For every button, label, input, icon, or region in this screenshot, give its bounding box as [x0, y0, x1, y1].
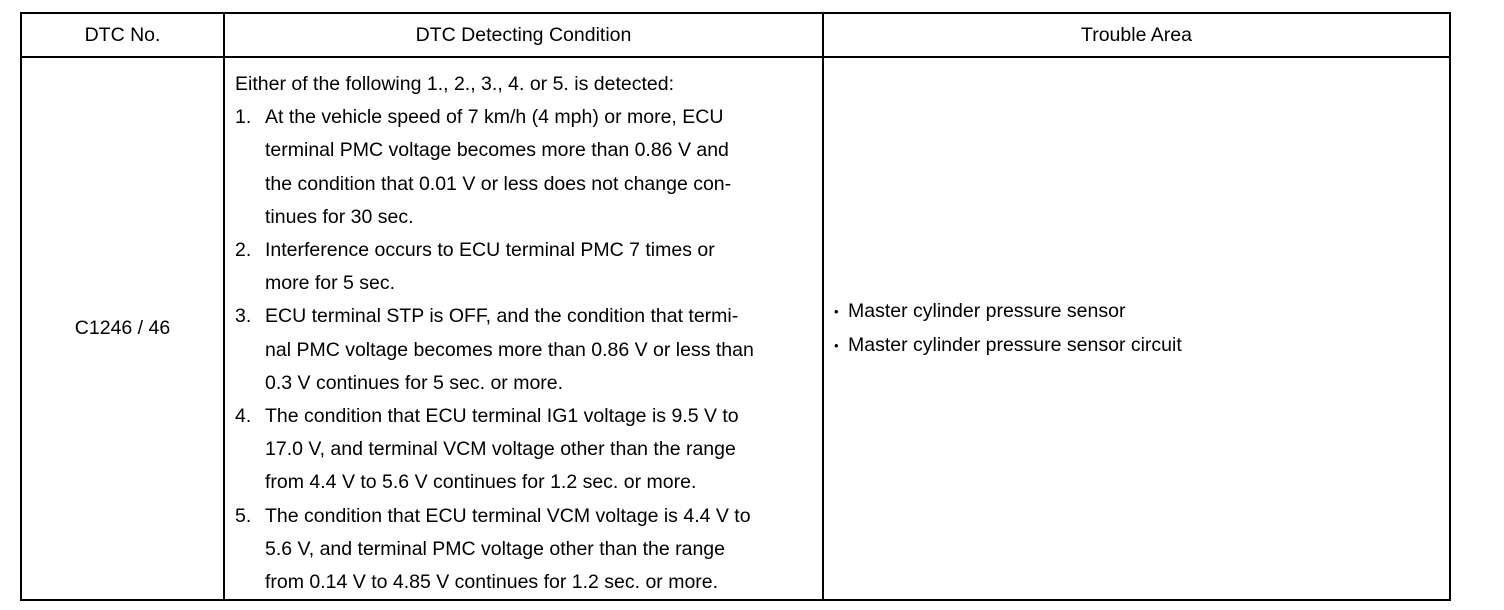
header-dtc-no: DTC No.	[21, 13, 224, 57]
condition-item	[235, 300, 812, 400]
bullet-icon: •	[834, 304, 839, 320]
trouble-area-text: Master cylinder pressure sensor circuit	[848, 333, 1182, 356]
trouble-area-item	[834, 295, 1439, 328]
condition-text: The condition that ECU terminal IG1 voltage is 9.5 V to 17.0 V, and terminal VCM voltage other than the range from 4.4 V to 5.6 V continues for 1.2 sec. or more.	[265, 405, 739, 494]
condition-text: ECU terminal STP is OFF, and the condition that termi- nal PMC voltage becomes more than 0.86 V or less than 0.3 V continues for 5 sec. or more.	[265, 305, 754, 394]
table-row	[21, 57, 1450, 600]
condition-number: 3.	[235, 305, 252, 328]
trouble-area-item	[834, 329, 1439, 362]
detecting-condition-cell	[224, 57, 823, 600]
header-row	[21, 13, 1450, 57]
condition-item	[235, 500, 812, 600]
condition-item	[235, 400, 812, 500]
condition-text: Interference occurs to ECU terminal PMC 7 times or more for 5 sec.	[265, 239, 715, 295]
condition-number: 1.	[235, 106, 252, 129]
header-trouble-area: Trouble Area	[823, 13, 1450, 57]
bullet-icon: •	[834, 337, 839, 353]
trouble-area-list	[834, 295, 1439, 361]
dtc-code-cell: C1246 / 46	[21, 57, 224, 600]
condition-item	[235, 234, 812, 300]
condition-intro: Either of the following 1., 2., 3., 4. or 5. is detected:	[235, 73, 674, 95]
trouble-area-text: Master cylinder pressure sensor	[848, 300, 1126, 323]
condition-number: 4.	[235, 405, 252, 428]
condition-number: 2.	[235, 239, 252, 262]
condition-text: The condition that ECU terminal VCM voltage is 4.4 V to 5.6 V, and terminal PMC voltage other than the range from 0.14 V to 4.85 V continues for 1.2 sec. or more.	[265, 504, 751, 594]
condition-list	[235, 101, 812, 599]
condition-number: 5.	[235, 504, 252, 527]
trouble-area-cell	[823, 57, 1450, 600]
condition-text: At the vehicle speed of 7 km/h (4 mph) or more, ECU terminal PMC voltage becomes more than 0.86 V and the condition that 0.01 V or less does not change con- tinues for 30 sec.	[265, 106, 732, 228]
condition-item	[235, 101, 812, 234]
header-detecting-condition: DTC Detecting Condition	[224, 13, 823, 57]
dtc-table	[20, 12, 1451, 601]
